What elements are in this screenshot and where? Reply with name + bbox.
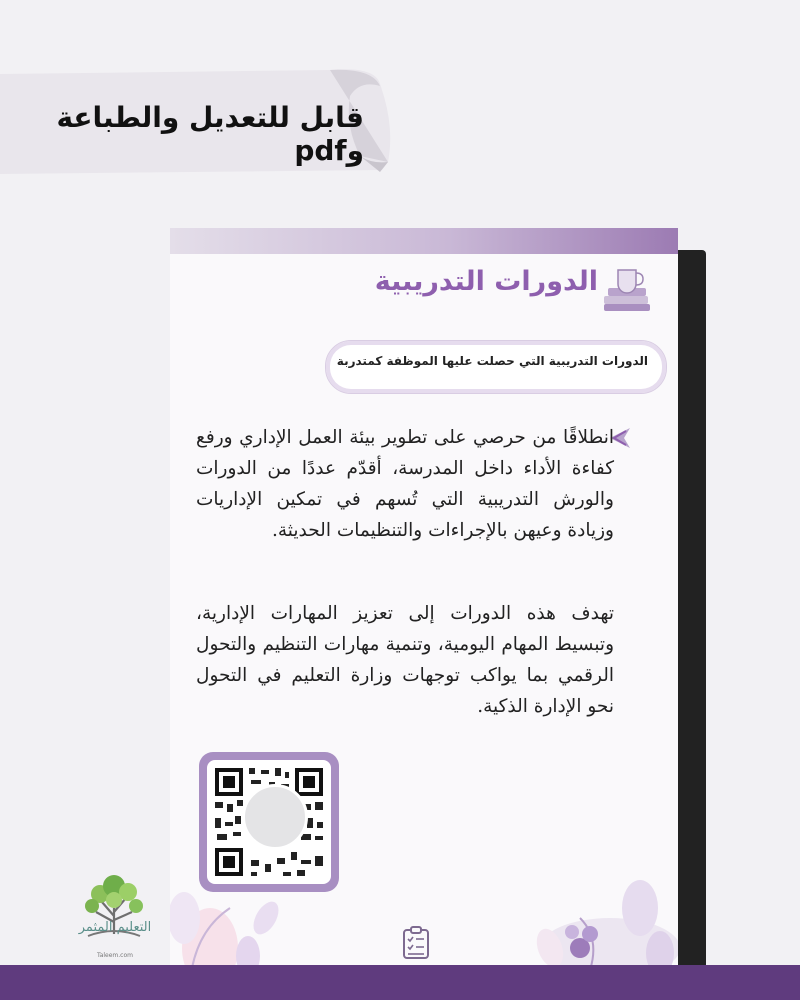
qr-center-placeholder: [242, 784, 308, 850]
bottom-bar: [0, 965, 800, 1000]
tree-logo: [70, 852, 160, 962]
paragraph-2: تهدف هذه الدورات إلى تعزيز المهارات الإدارية، وتبسيط المهام اليومية، وتنمية مهارات التنظيم والتحول الرقمي بما يواكب توجهات وزارة التعليم في التحول نحو الإدارة الذكية.: [196, 603, 614, 717]
subtitle-text: الدورات التدريبية التي حصلت عليها الموظفة كمتدربة: [336, 354, 648, 368]
banner-text: قابل للتعديل والطباعة وpdf: [56, 101, 364, 167]
card-header-band: [170, 228, 678, 254]
logo-name: التعليم المثمر: [78, 920, 152, 935]
paragraph-1: انطلاقًا من حرصي على تطوير بيئة العمل الإداري ورفع كفاءة الأداء داخل المدرسة، أقدّم عددًا من الدورات والورش التدريبية التي تُسهم في تمكين الإداريات وزيادة وعيهن بالإجراءات والتنظيمات الحديثة.: [196, 427, 614, 541]
books-cup-icon: [598, 260, 656, 318]
content-card: [170, 228, 678, 970]
logo-site: Taleem.com: [97, 952, 133, 959]
checklist-icon: [402, 926, 430, 960]
page-title: الدورات التدريبية: [374, 266, 598, 297]
